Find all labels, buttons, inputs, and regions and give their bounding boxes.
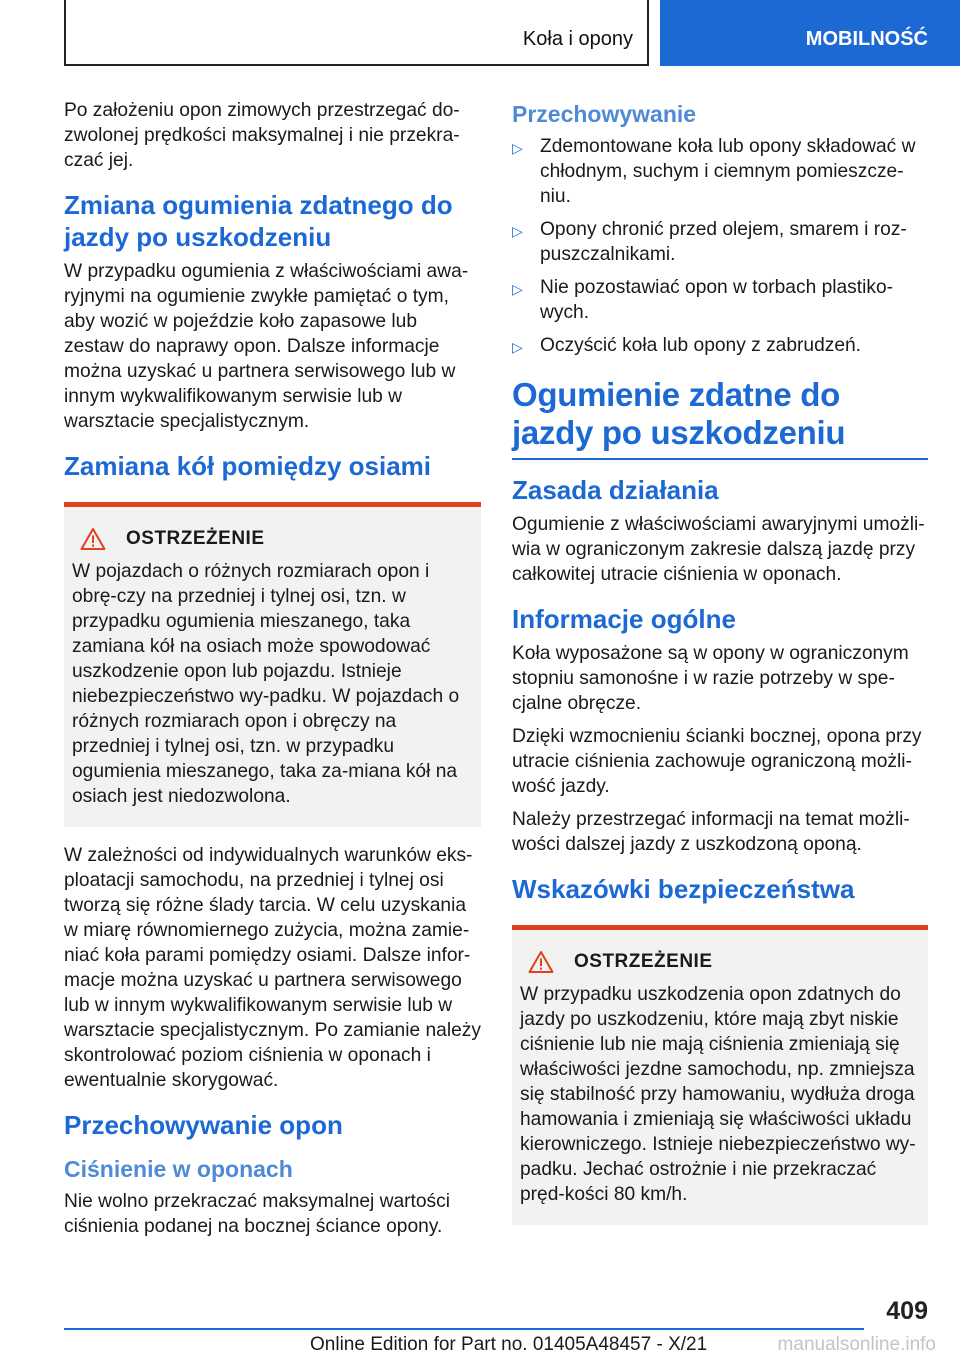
page-number: 409 bbox=[886, 1297, 928, 1325]
heading-tire-replacement: Zmiana ogumienia zdatnego do jazdy po uszkodzeniu bbox=[64, 190, 453, 252]
footer-edition: Online Edition for Part no. 01405A48457 - X/21 bbox=[310, 1334, 708, 1355]
heading-general-info: Informacje ogólne bbox=[512, 604, 736, 634]
heading-wheel-rotation: Zamiana kół pomiędzy osiami bbox=[64, 451, 431, 481]
heading-tire-pressure: Ciśnienie w oponach bbox=[64, 1156, 293, 1182]
heading-storing: Przechowywanie bbox=[512, 101, 697, 127]
warning-box-safety bbox=[512, 925, 928, 1225]
intro-paragraph: Po założeniu opon zimowych przestrzegać do-zwolonej prędkości maksymalnej i nie przekra-czać jej. bbox=[64, 100, 460, 171]
paragraph-tire-pressure: Nie wolno przekraczać maksymalnej wartości ciśnienia podanej na bocznej ściance opony. bbox=[64, 1191, 451, 1237]
heading-safety: Wskazówki bezpieczeństwa bbox=[512, 874, 855, 904]
paragraph-wheel-rotation: W zależności od indywidualnych warunków eks-ploatacji samochodu, na przedniej i tylnej osi tworzą się różne ślady tarcia. W celu uzyskania w miarę równomiernego zużycia, można zamie-niać koła parami pomiędzy osiami. Dalsze infor-macje można uzyskać u partnera serwisowego lub w innym wykwalifikowanym serwisie lub w warsztacie specjalistycznym. Po zamianie należy skontrolować poziom ciśnienia w oponach i ewentualnie skorygować. bbox=[64, 845, 481, 1091]
list-item: ▷ Nie pozostawiać opon w torbach plastiko-wych. bbox=[512, 277, 894, 323]
paragraph-tire-replacement: W przypadku ogumienia z właściwościami awa-ryjnymi na ogumienie zwykłe pamiętać o tym, aby wozić w pojeździe koło zapasowe lub zestaw do naprawy opon. Dalsze informacje można uzyskać u partnera serwisowego lub w innym wykwalifikowanym serwisie lub w warsztacie specjalistycznym. bbox=[64, 261, 469, 432]
paragraph-general-3: Należy przestrzegać informacji na temat możli-wości dalszej jazdy z uszkodzoną oponą. bbox=[512, 809, 910, 855]
section-tab bbox=[660, 0, 960, 66]
warning-title: OSTRZEŻENIE bbox=[574, 951, 713, 972]
chapter-title: Ogumienie zdatne do jazdy po uszkodzeniu bbox=[512, 376, 846, 451]
warning-title: OSTRZEŻENIE bbox=[126, 528, 265, 549]
footer-watermark: manualsonline.info bbox=[777, 1334, 936, 1355]
triangle-right-icon: ▷ bbox=[512, 281, 523, 297]
page-header bbox=[0, 0, 960, 66]
chapter-title-rule bbox=[512, 458, 928, 460]
warning-triangle-icon bbox=[80, 527, 106, 551]
warning-text: W przypadku uszkodzenia opon zdatnych do jazdy po uszkodzeniu, które mają zbyt niskie ciśnienie lub nie mają ciśnienia zmieniają się właściwości jezdne samochodu, np. zmniejsza się stabilność przy hamowaniu, wydłuża droga hamowania i zmieniają się właściwości układu kierowniczego. Istnieje niebezpieczeństwo wy-padku. Jechać ostrożnie i nie przekraczać pręd-kości 80 km/h. bbox=[520, 984, 916, 1205]
left-column bbox=[64, 98, 481, 1247]
paragraph-general-2: Dzięki wzmocnieniu ścianki bocznej, opona przy utracie ciśnienia zachowuje ograniczoną możli-wość jazdy. bbox=[512, 726, 922, 797]
warning-triangle-icon bbox=[528, 950, 554, 974]
warning-text: W pojazdach o różnych rozmiarach opon i obrę-czy na przedniej i tylnej osi, tzn. w przypadku ogumienia mieszanego, taka zamiana kół na osiach może spowodować uszkodzenie opon lub pojazdu. Istnieje niebezpieczeństwo wy-padku. W pojazdach o różnych rozmiarach opon i obręczy na przedniej i tylnej osi, tzn. w przypadku ogumienia mieszanego, taka za-miana kół na osiach jest niedozwolona. bbox=[72, 561, 460, 807]
paragraph-principle: Ogumienie z właściwościami awaryjnymi umożli-wia w ograniczonym zakresie dalszą jazdę przy całkowitej utracie ciśnienia w oponach. bbox=[512, 514, 925, 585]
chapter-tab-label: Koła i opony bbox=[522, 28, 633, 50]
list-item: ▷ Oczyścić koła lub opony z zabrudzeń. bbox=[512, 333, 928, 358]
section-tab-label: MOBILNOŚĆ bbox=[805, 28, 928, 50]
triangle-right-icon: ▷ bbox=[512, 339, 523, 355]
triangle-right-icon: ▷ bbox=[512, 140, 523, 156]
right-column bbox=[512, 98, 928, 1241]
warning-box-rotation bbox=[64, 502, 481, 827]
storing-list bbox=[512, 134, 928, 358]
list-item: ▷ Opony chronić przed olejem, smarem i roz-puszczalnikami. bbox=[512, 219, 907, 265]
footer-rule bbox=[64, 1328, 864, 1330]
heading-tire-storage: Przechowywanie opon bbox=[64, 1110, 343, 1140]
warning-header bbox=[72, 527, 473, 551]
triangle-right-icon: ▷ bbox=[512, 223, 523, 239]
list-item: ▷ Zdemontowane koła lub opony składować w chłodnym, suchym i ciemnym pomieszcze-niu. bbox=[512, 136, 916, 207]
chapter-tab bbox=[64, 0, 649, 66]
warning-header bbox=[520, 950, 920, 974]
paragraph-general-1: Koła wyposażone są w opony w ograniczonym stopniu samonośne i w razie potrzeby w spe-cjalne obręcze. bbox=[512, 643, 909, 714]
heading-principle: Zasada działania bbox=[512, 475, 719, 505]
